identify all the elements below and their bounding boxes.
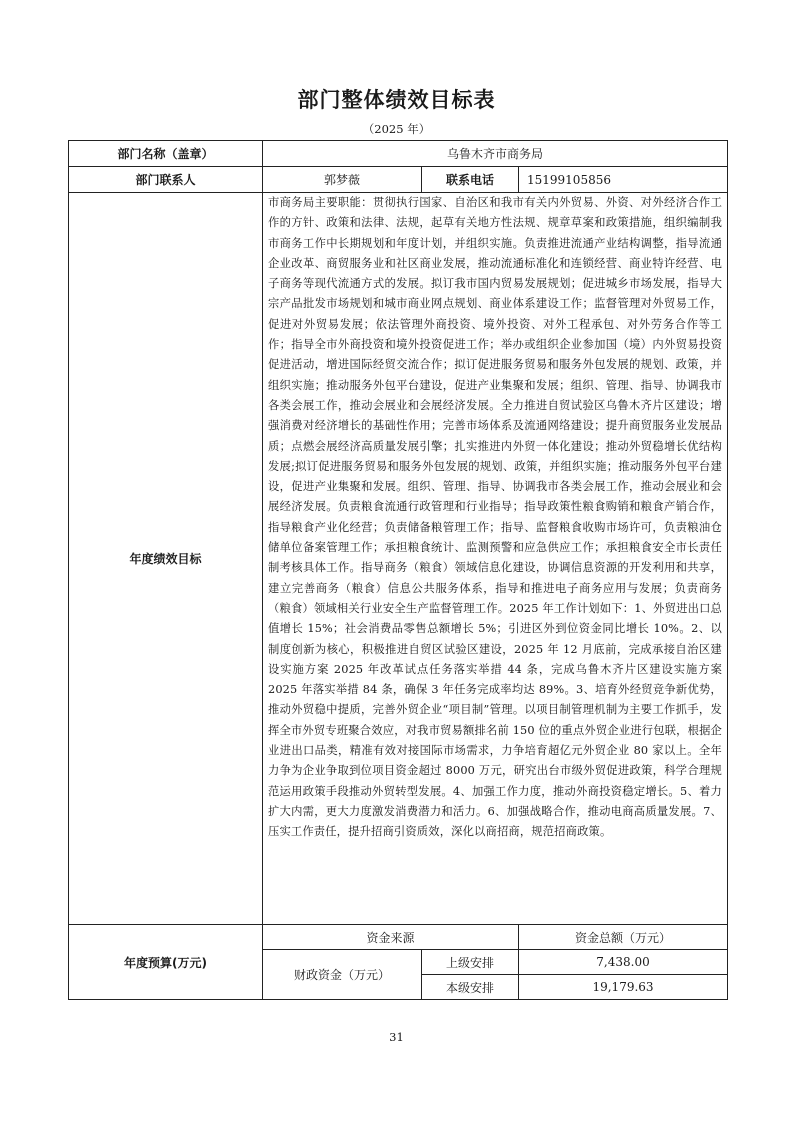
fiscal-label: 财政资金（万元） (263, 950, 422, 1000)
upper-value: 7,438.00 (519, 950, 728, 975)
budget-label: 年度预算(万元) (69, 925, 263, 1000)
phone-value: 15199105856 (519, 167, 728, 193)
row-dept-name (69, 141, 728, 167)
contact-label: 部门联系人 (69, 167, 263, 193)
goal-label: 年度绩效目标 (69, 193, 263, 925)
fund-source-header: 资金来源 (263, 925, 519, 950)
local-label: 本级安排 (422, 975, 519, 1000)
page-number: 31 (389, 1030, 404, 1044)
row-annual-goal (69, 193, 728, 925)
page-title: 部门整体绩效目标表 (297, 88, 496, 112)
dept-name-label: 部门名称（盖章） (69, 141, 263, 167)
local-value: 19,179.63 (519, 975, 728, 1000)
row-contact (69, 167, 728, 193)
row-budget-header (69, 925, 728, 950)
fund-total-header: 资金总额（万元） (519, 925, 728, 950)
contact-value: 郭梦薇 (263, 167, 422, 193)
dept-name-value: 乌鲁木齐市商务局 (263, 141, 728, 167)
upper-label: 上级安排 (422, 950, 519, 975)
goal-text: 市商务局主要职能：贯彻执行国家、自治区和我市有关内外贸易、外资、对外经济合作工作的方针、政策和法律、法规，起草有关地方性法规、规章草案和政策措施，组织编制我市商务工作中长期规划和年度计划，并组织实施。负责推进流通产业结构调整，指导流通企业改革、商贸服务业和社区商业发展，推动流通标准化和连锁经营、商业特许经营、电子商务等现代流通方式的发展。拟订我市国内贸易发展规划；促进城乡市场发展，指导大宗产品批发市场规划和城市商业网点规划、商业体系建设工作；监督管理对外贸易工作，促进对外贸易发展；依法管理外商投资、境外投资、对外工程承包、对外劳务合作等工作；指导全市外商投资和境外投资促进工作；举办或组织企业参加国（境）内外贸易投资促进活动，增进国际经贸交流合作；拟订促进服务贸易和服务外包发展的规划、政策，并组织实施；推动服务外包平台建设，促进产业集聚和发展；组织、管理、指导、协调我市各类会展工作，推动会展业和会展经济发展。全力推进自贸试验区乌鲁木齐片区建设；增强消费对经济增长的基础性作用；完善市场体系及流通网络建设；提升商贸服务业发展品质；点燃会展经济高质量发展引擎；扎实推进内外贸一体化建设；推动外贸稳增长优结构发展;拟订促进服务贸易和服务外包发展的规划、政策，并组织实施；推动服务外包平台建设，促进产业集聚和发展。组织、管理、指导、协调我市各类会展工作，推动会展业和会展经济发展。负责粮食流通行政管理和行业指导；指导政策性粮食购销和粮食产销合作，指导粮食产业化经营；负责储备粮管理工作；指导、监督粮食收购市场许可，负责粮油仓储单位备案管理工作；承担粮食统计、监测预警和应急供应工作；承担粮食安全市长责任制考核具体工作。指导商务（粮食）领域信息化建设，协调信息资源的开发利用和共享，建立完善商务（粮食）信息公共服务体系，指导和推进电子商务应用与发展；负责商务（粮食）领域相关行业安全生产监督管理工作。2025 年工作计划如下：1、外贸进出口总值增长 15%；社会消费品零售总额增长 5%；引进区外到位资金同比增长 10%。2、以制度创新为核心，积极推进自贸区试验区建设，2025 年 12 月底前，完成承接自治区建设实施方案 2025 年改革试点任务落实举措 44 条，完成乌鲁木齐片区建设实施方案 2025 年落实举措 84 条，确保 3 年任务完成率均达 89%。3、培育外经贸竞争新优势，推动外贸稳中提质，完善外贸企业“项目制”管理。以项目制管理机制为主要工作抓手，发挥全市外贸专班聚合效应，对我市贸易额排名前 150 位的重点外贸企业进行包联，根据企业进出口品类，精准有效对接国际市场需求，力争培育超亿元外贸企业 80 家以上。全年力争为企业争取到位项目资金超过 8000 万元，研究出台市级外贸促进政策，科学合理规范运用政策手段推动外贸转型发展。4、加强工作力度，推动外商投资稳定增长。5、着力扩大内需，更大力度激发消费潜力和活力。6、加强战略合作，推动电商高质量发展。7、压实工作责任，提升招商引资质效，深化以商招商，规范招商政策。 (263, 193, 728, 925)
performance-table (68, 140, 728, 1000)
phone-label: 联系电话 (422, 167, 519, 193)
year-subtitle: （2025 年） (362, 122, 431, 136)
